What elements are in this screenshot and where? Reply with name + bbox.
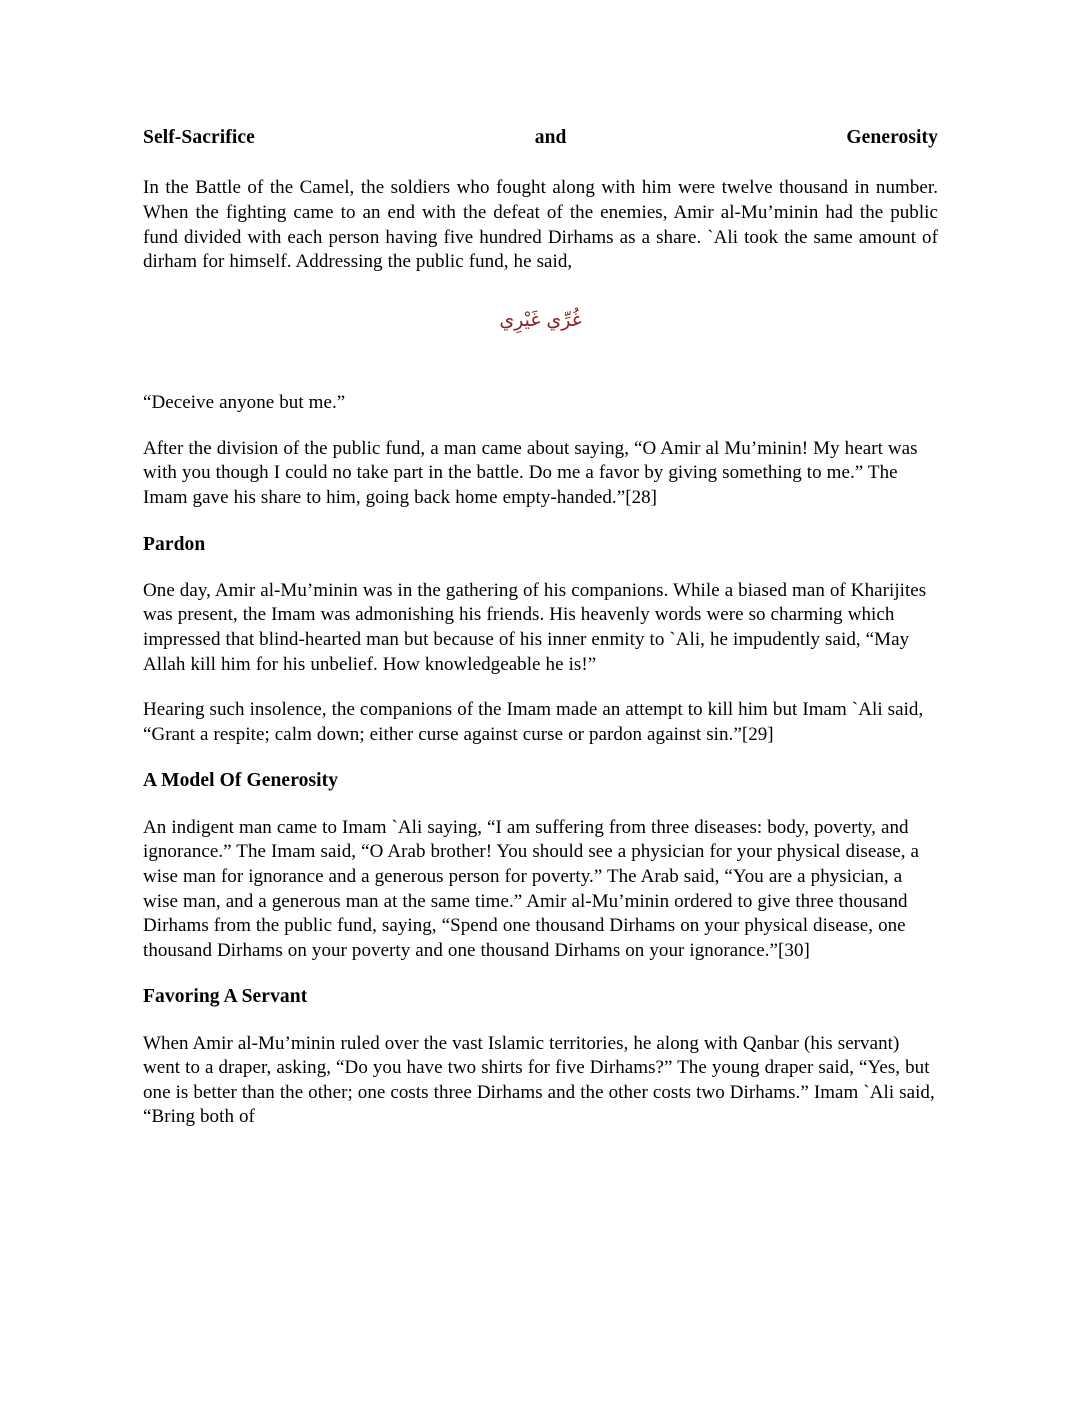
quote-translation: “Deceive anyone but me.” <box>143 392 346 414</box>
pardon-paragraph-1: One day, Amir al-Mu’minin was in the gathering of his companions. While a biased man of Kharijites was present, the Imam was admonishing his friends. His heavenly words were so charming which impressed that blind-hearted man but because of his inner enmity to `Ali, he impudently said, “May Allah kill him for his unbelief. How knowledgeable he is!” <box>143 579 927 675</box>
pardon-paragraph-2: Hearing such insolence, the companions of the Imam made an attempt to kill him but Imam `Ali said, “Grant a respite; calm down; either curse against curse or pardon against sin.”[29] <box>143 699 924 745</box>
servant-paragraph: When Amir al-Mu’minin ruled over the vast Islamic territories, he along with Qanbar (his servant) went to a draper, asking, “Do you have two shirts for five Dirhams?” The young draper said, “Yes, but one is better than the other; one costs three Dirhams and the other costs two Dirhams.” Imam `Ali said, “Bring both of <box>143 1032 935 1128</box>
running-title-left: Self-Sacrifice <box>143 127 255 148</box>
after-division-paragraph: After the division of the public fund, a man came about saying, “O Amir al Mu’minin! My heart was with you though I could no take part in the battle. Do me a favor by giving something to me.” The Imam gave his share to him, going back home empty-handed.”[28] <box>143 437 918 508</box>
page-content <box>143 126 938 1151</box>
running-title <box>143 126 938 150</box>
arabic-quotation: غُرِّي غَيْرِي <box>499 308 582 331</box>
generosity-paragraph: An indigent man came to Imam `Ali saying, “I am suffering from three diseases: body, poverty, and ignorance.” The Imam said, “O Arab brother! You should see a physician for your physical disease, a wise man for ignorance and a generous person for poverty.” The Arab said, “You are a physician, a wise man, and a generous man at the same time.” Amir al-Mu’minin ordered to give three thousand Dirhams from the public fund, saying, “Spend one thousand Dirhams on your physical disease, one thousand Dirhams on your poverty and one thousand Dirhams on your ignorance.”[30] <box>143 816 920 961</box>
heading-a-model-of-generosity: A Model Of Generosity <box>143 770 339 792</box>
heading-pardon: Pardon <box>143 533 206 555</box>
heading-favoring-a-servant: Favoring A Servant <box>143 986 308 1008</box>
running-title-right: Generosity <box>846 127 938 148</box>
intro-paragraph: In the Battle of the Camel, the soldiers who fought along with him were twelve thousand in number. When the fighting came to an end with the defeat of the enemies, Amir al-Mu’minin had the public fund divided with each person having five hundred Dirhams as a share. `Ali took the same amount of dirham for himself. Addressing the public fund, he said, <box>143 177 938 273</box>
running-title-center: and <box>534 127 567 148</box>
